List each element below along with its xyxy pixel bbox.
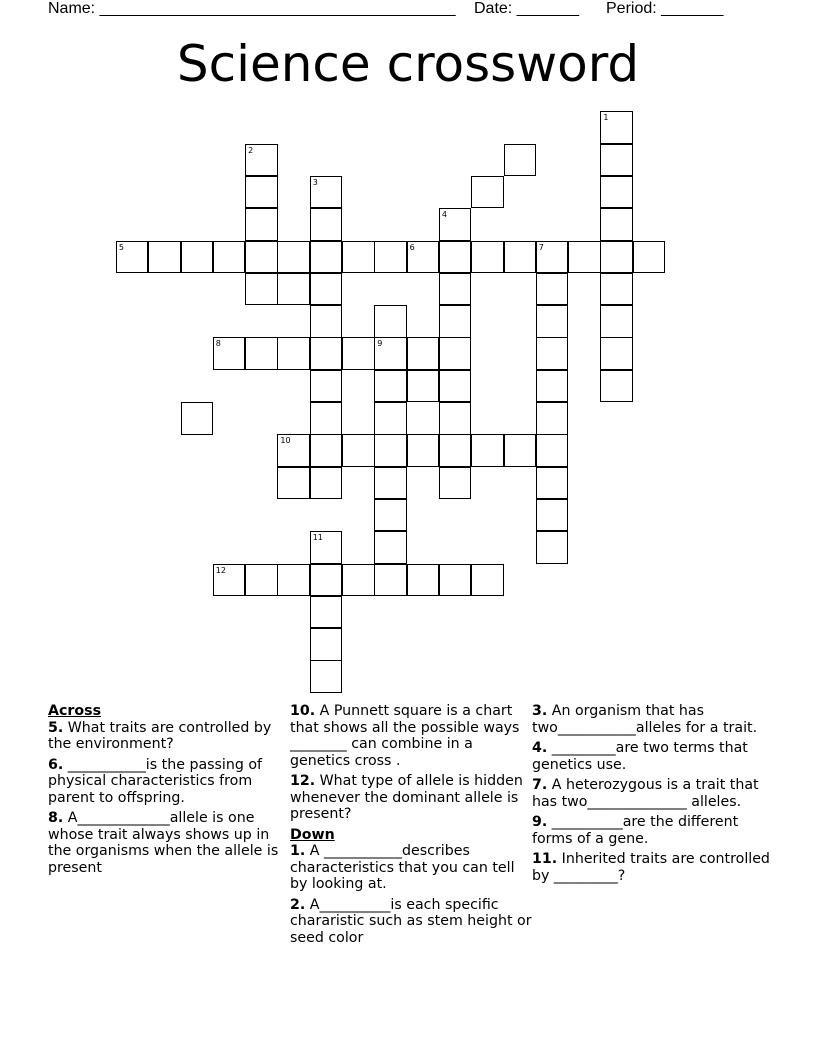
clues-column-3 — [532, 703, 774, 888]
crossword-cell[interactable] — [536, 531, 569, 564]
crossword-cell[interactable] — [504, 434, 537, 467]
crossword-cell[interactable] — [600, 144, 633, 177]
crossword-cell[interactable] — [374, 499, 407, 532]
clue-text: __________are the different forms of a gene. — [532, 814, 739, 847]
crossword-cell[interactable] — [633, 241, 666, 274]
crossword-cell[interactable] — [374, 467, 407, 500]
clue-number: 4. — [532, 740, 548, 756]
crossword-cell[interactable] — [600, 370, 633, 403]
crossword-cell[interactable] — [536, 402, 569, 435]
clue-across-12 — [290, 773, 532, 823]
crossword-cell[interactable] — [471, 434, 504, 467]
crossword-cell[interactable] — [374, 564, 407, 597]
clue-text: What type of allele is hidden whenever the dominant allele is present? — [290, 773, 523, 822]
clue-number: 11. — [532, 851, 558, 867]
clue-number: 10. — [290, 703, 316, 719]
crossword-cell[interactable] — [277, 337, 310, 370]
cell-number: 11 — [312, 533, 323, 543]
clues-column-2 — [290, 703, 532, 950]
crossword-cell[interactable] — [342, 337, 375, 370]
crossword-cell[interactable] — [245, 208, 278, 241]
crossword-cell[interactable] — [181, 402, 214, 435]
crossword-cell[interactable] — [181, 241, 214, 274]
crossword-cell[interactable] — [600, 305, 633, 338]
clue-down-1 — [290, 843, 532, 893]
clue-number: 3. — [532, 703, 548, 719]
date-field[interactable]: Date: _______ — [474, 0, 579, 17]
clue-down-3 — [532, 703, 774, 736]
clue-text: A Punnett square is a chart that shows all the possible ways ________ can combine in a genetics cross . — [290, 703, 520, 769]
crossword-cell[interactable] — [213, 564, 246, 597]
crossword-cell[interactable] — [407, 370, 440, 403]
crossword-cell[interactable] — [213, 241, 246, 274]
crossword-cell[interactable] — [310, 628, 343, 661]
clue-across-10 — [290, 703, 532, 769]
crossword-cell[interactable] — [374, 531, 407, 564]
clue-number: 6. — [48, 756, 64, 773]
clue-across-5 — [48, 720, 290, 753]
crossword-cell[interactable] — [471, 564, 504, 597]
crossword-cell[interactable] — [600, 241, 633, 274]
crossword-cell[interactable] — [439, 273, 472, 306]
crossword-cell[interactable] — [536, 337, 569, 370]
crossword-cell[interactable] — [374, 241, 407, 274]
crossword-cell[interactable] — [536, 241, 569, 274]
crossword-cell[interactable] — [310, 531, 343, 564]
crossword-cell[interactable] — [342, 434, 375, 467]
crossword-cell[interactable] — [439, 564, 472, 597]
cell-number: 9 — [377, 339, 383, 349]
cell-number: 1 — [603, 113, 609, 123]
crossword-cell[interactable] — [245, 564, 278, 597]
crossword-cell[interactable] — [277, 434, 310, 467]
crossword-cell[interactable] — [504, 144, 537, 177]
crossword-cell[interactable] — [439, 402, 472, 435]
crossword-cell[interactable] — [310, 337, 343, 370]
crossword-cell[interactable] — [116, 241, 149, 274]
clue-down-11 — [532, 851, 774, 884]
crossword-cell[interactable] — [439, 434, 472, 467]
clue-text: Inherited traits are controlled by _________? — [532, 851, 770, 884]
crossword-cell[interactable] — [148, 241, 181, 274]
cell-number: 5 — [118, 242, 124, 252]
crossword-cell[interactable] — [439, 467, 472, 500]
clue-text: ___________is the passing of physical characteristics from parent to offspring. — [48, 756, 263, 806]
crossword-cell[interactable] — [504, 241, 537, 274]
across-heading: Across — [48, 703, 102, 719]
crossword-cell[interactable] — [277, 467, 310, 500]
crossword-cell[interactable] — [245, 144, 278, 177]
crossword-cell[interactable] — [536, 434, 569, 467]
clue-number: 1. — [290, 843, 306, 859]
crossword-cell[interactable] — [536, 305, 569, 338]
crossword-cell[interactable] — [245, 273, 278, 306]
crossword-cell[interactable] — [600, 176, 633, 209]
crossword-cell[interactable] — [310, 467, 343, 500]
clue-text: What traits are controlled by the environment? — [48, 719, 272, 752]
crossword-cell[interactable] — [600, 111, 633, 144]
down-heading: Down — [290, 826, 335, 843]
cell-number: 4 — [441, 210, 447, 220]
clue-down-9 — [532, 814, 774, 847]
crossword-cell[interactable] — [568, 241, 601, 274]
crossword-cell[interactable] — [245, 176, 278, 209]
clue-down-2 — [290, 897, 532, 947]
crossword-cell[interactable] — [536, 467, 569, 500]
crossword-cell[interactable] — [310, 176, 343, 209]
crossword-cell[interactable] — [439, 337, 472, 370]
clue-down-7 — [532, 777, 774, 810]
crossword-cell[interactable] — [310, 370, 343, 403]
clue-text: A_____________allele is one whose trait always shows up in the organisms when the allele is present — [48, 810, 279, 876]
clue-number: 12. — [290, 773, 316, 789]
crossword-cell[interactable] — [407, 337, 440, 370]
crossword-cell[interactable] — [374, 434, 407, 467]
crossword-cell[interactable] — [310, 402, 343, 435]
crossword-cell[interactable] — [407, 241, 440, 274]
clue-number: 5. — [48, 719, 64, 736]
crossword-cell[interactable] — [245, 337, 278, 370]
crossword-cell[interactable] — [600, 337, 633, 370]
cell-number: 12 — [215, 565, 226, 575]
clue-down-4 — [532, 740, 774, 773]
crossword-cell[interactable] — [439, 305, 472, 338]
crossword-cell[interactable] — [310, 305, 343, 338]
crossword-cell[interactable] — [536, 499, 569, 532]
name-field[interactable]: Name: ________________________________________ — [48, 0, 456, 17]
crossword-cell[interactable] — [439, 370, 472, 403]
clue-text: A heterozygous is a trait that has two______________ alleles. — [532, 777, 759, 810]
crossword-cell[interactable] — [407, 434, 440, 467]
crossword-cell[interactable] — [310, 208, 343, 241]
crossword-cell[interactable] — [342, 564, 375, 597]
crossword-cell[interactable] — [342, 241, 375, 274]
clue-number: 8. — [48, 810, 64, 826]
clue-text: An organism that has two___________alleles for a trait. — [532, 703, 758, 736]
clue-text: A ___________describes characteristics that you can tell by looking at. — [290, 843, 515, 892]
clue-number: 7. — [532, 777, 548, 793]
crossword-cell[interactable] — [310, 596, 343, 629]
crossword-cell[interactable] — [439, 241, 472, 274]
crossword-cell[interactable] — [374, 370, 407, 403]
crossword-cell[interactable] — [374, 402, 407, 435]
cell-number: 3 — [312, 177, 318, 187]
crossword-cell[interactable] — [277, 241, 310, 274]
clue-text: A__________is each specific chararistic such as stem height or seed color — [290, 896, 532, 946]
cell-number: 6 — [409, 242, 415, 252]
crossword-cell[interactable] — [536, 273, 569, 306]
crossword-cell[interactable] — [245, 241, 278, 274]
crossword-cell[interactable] — [310, 434, 343, 467]
crossword-cell[interactable] — [471, 176, 504, 209]
cell-number: 7 — [538, 242, 544, 252]
crossword-cell[interactable] — [374, 305, 407, 338]
clue-across-8 — [48, 810, 290, 876]
clue-number: 9. — [532, 814, 548, 830]
page-title: Science crossword — [176, 35, 640, 93]
clue-across-6 — [48, 757, 290, 807]
cell-number: 10 — [280, 436, 291, 446]
crossword-cell[interactable] — [374, 337, 407, 370]
crossword-cell[interactable] — [310, 660, 343, 693]
crossword-cell[interactable] — [407, 564, 440, 597]
crossword-cell[interactable] — [310, 241, 343, 274]
crossword-cell[interactable] — [439, 208, 472, 241]
crossword-cell[interactable] — [471, 241, 504, 274]
crossword-cell[interactable] — [277, 273, 310, 306]
crossword-cell[interactable] — [310, 564, 343, 597]
clues-column-1 — [48, 703, 290, 880]
crossword-cell[interactable] — [600, 273, 633, 306]
crossword-cell[interactable] — [213, 337, 246, 370]
period-field[interactable]: Period: _______ — [606, 0, 724, 17]
cell-number: 2 — [248, 145, 254, 155]
crossword-cell[interactable] — [277, 564, 310, 597]
crossword-cell[interactable] — [536, 370, 569, 403]
crossword-cell[interactable] — [600, 208, 633, 241]
clue-text: _________are two terms that genetics use. — [532, 740, 748, 773]
crossword-cell[interactable] — [310, 273, 343, 306]
cell-number: 8 — [215, 339, 221, 349]
clue-number: 2. — [290, 896, 306, 913]
